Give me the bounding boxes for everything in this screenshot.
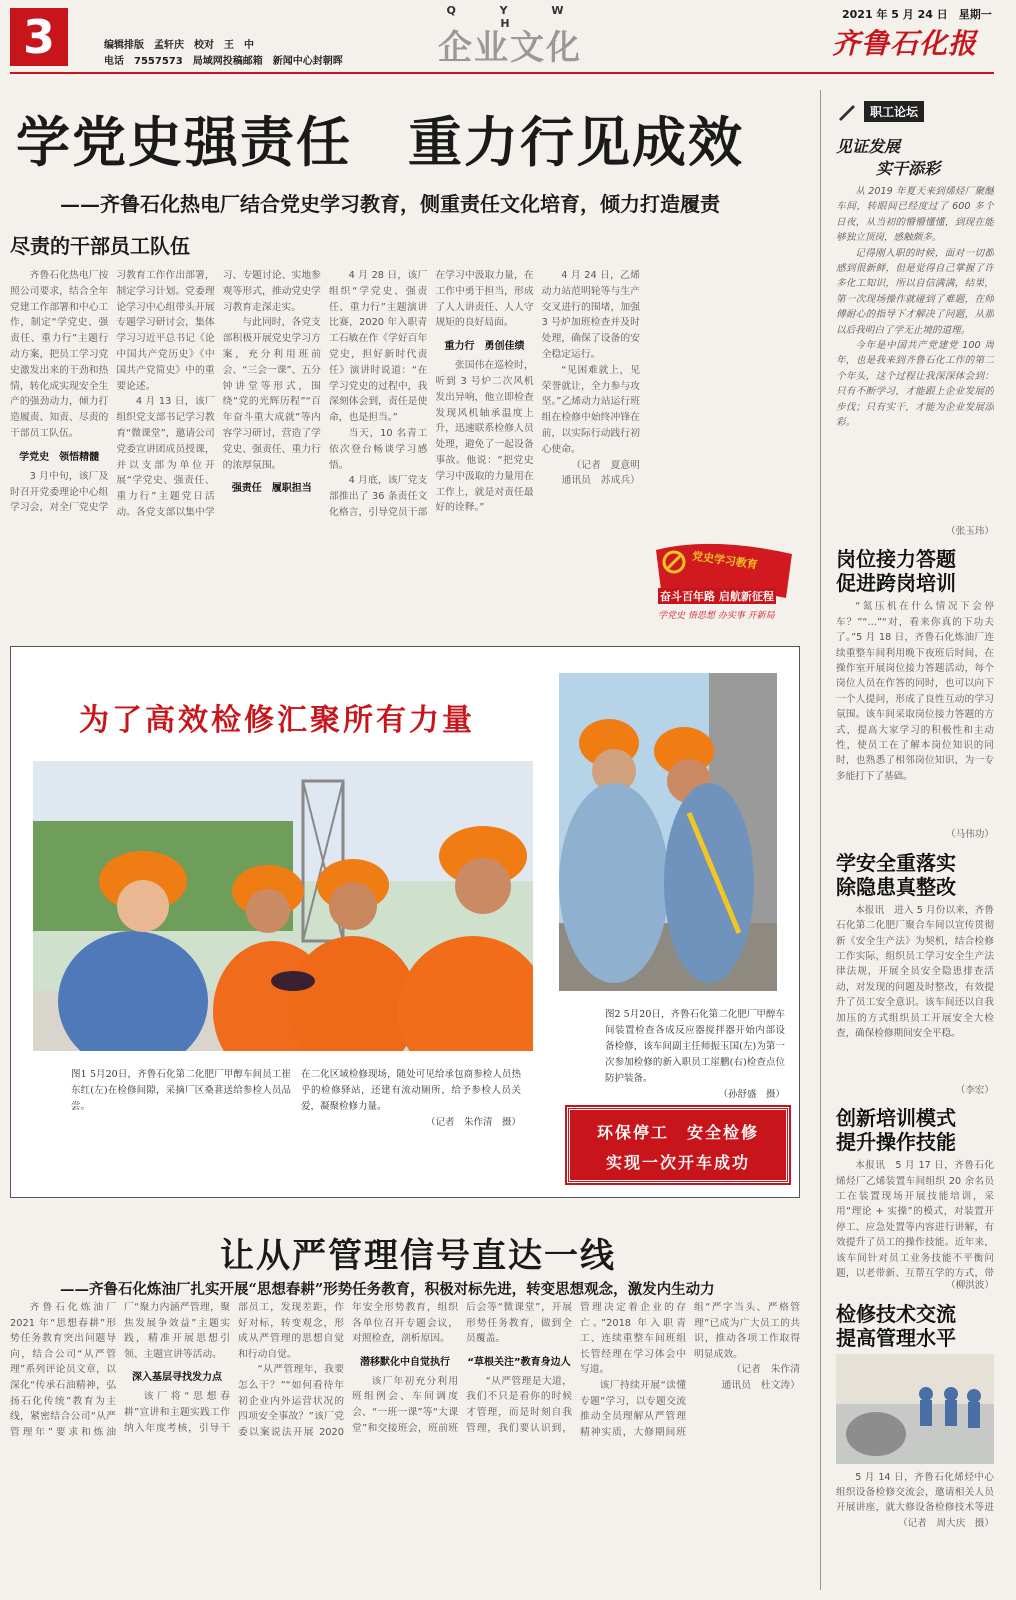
second-article-body bbox=[10, 1300, 800, 1592]
news-1-title: 岗位接力答题 促进跨岗培训 bbox=[836, 547, 956, 596]
photo-feature-box bbox=[10, 646, 800, 1198]
caption-1-continued bbox=[301, 1067, 521, 1131]
caption-1 bbox=[71, 1067, 291, 1115]
second-paragraph: 齐鲁石化炼油厂 2021 年“思想春耕”形势任务教育突出问题导向，结合公司“从严管理”系列评论员文章，以深化“传承石油精神，弘扬石化传统”教育为主线，紧密结合公司“从严管理年”要求和炼油厂“聚力内涵严管理，聚焦发展争效益”主题实践，精准开展思想引领、主题宣讲等活动。 bbox=[10, 1302, 230, 1438]
lead-paragraph: 4 月 24 日，乙烯动力站范明轮等与生产交叉进行的围堵，加强 3 号炉加班检查并及时处理，确保了设备的安全稳定运行。 bbox=[541, 270, 640, 360]
right-sidebar bbox=[836, 90, 994, 1590]
second-paragraph: “从严管理年，我要怎么干？”“如何看待年初企业内外运营状况的四项安全事故？”该厂党委以案说法开展 2020 年安全形势教育，组织各单位召开专题会议，对照检查，剖析原因。 bbox=[238, 1302, 458, 1438]
badge-line-2: 学党史 悟思想 办实事 开新局 bbox=[658, 611, 775, 621]
second-headline: 让从严管理信号直达一线 bbox=[220, 1236, 616, 1276]
lead-paragraph: 3 月中旬，该厂及时召开党委理论中心组学习会，对全厂党史学习教育工作作出部署，制定学习计划。党委理论学习中心组带头开展专题学习研讨会，集体学习习近平总书记《论中国共产党历史》《中国共产党简史》中的重要论述。 bbox=[10, 270, 215, 514]
second-subheading: “草根关注”教育身边人 bbox=[467, 1356, 571, 1368]
news-4-byline: （记者 周大庆 摄） bbox=[898, 1517, 994, 1529]
lead-byline: （记者 夏意明 通讯员 苏成兵） bbox=[561, 459, 640, 487]
lead-paragraph: 4 月底，该厂党支部推出了 36 条责任文化格言，引导党员干部在学习中汲取力量，在工作中勇于担当，形成了人人讲责任、人人守规矩的良好局面。 bbox=[328, 270, 534, 518]
essay-byline: （张玉玮） bbox=[946, 526, 994, 537]
photo-reactor-inspection bbox=[559, 673, 777, 991]
pen-icon bbox=[836, 100, 858, 122]
section-pinyin: Q Y W H bbox=[446, 4, 584, 30]
caption-2 bbox=[605, 1007, 785, 1103]
header-rule bbox=[10, 72, 994, 74]
essay-text bbox=[836, 184, 994, 524]
caption-1-byline: （记者 朱作清 摄） bbox=[425, 1117, 521, 1128]
lead-paragraph: 齐鲁石化热电厂按照公司要求，结合全年党建工作部署和中心工作，制定“学党史、强责任、重力行”主题行动方案，把员工学习党史激发出来的干劲和热情，转化成实现安全生产的强劲动力，倾力打造履责、知责、尽责的干部员工队伍。 bbox=[10, 270, 109, 439]
photo-workers-mulberries bbox=[33, 761, 533, 1051]
editors-line-2: 电话 7557573 局域网投稿邮箱 新闻中心封朝晖 bbox=[104, 56, 343, 67]
essay-paragraph: 今年是中国共产党建党 100 周年，也是我来到齐鲁石化工作的第二个年头，这个过程让我深深体会到：只有不断学习，才能跟上企业发展的步伐；只有实干，才能为企业发展添彩。 bbox=[836, 340, 994, 429]
news-3-title: 创新培训模式 提升操作技能 bbox=[836, 1106, 956, 1155]
second-paragraph: 该厂将“思想春耕”宣讲和主题实践工作纳入年度考核，引导干部员工，发现差距，作好对标，转变观念，形成从严管理的思想自觉和行动自觉。 bbox=[124, 1302, 344, 1434]
slogan-line-2: 实现一次开车成功 bbox=[605, 1153, 750, 1172]
lead-subheading: 学党史 领悟精髓 bbox=[19, 451, 100, 463]
party-history-badge bbox=[652, 540, 798, 624]
safety-slogan-box bbox=[567, 1107, 789, 1183]
second-subhead: ——齐鲁石化炼油厂扎实开展“思想春耕”形势任务教育，积极对标先进，转变思想观念，激发内生动力 bbox=[60, 1281, 715, 1298]
second-subheading: 深入基层寻找发力点 bbox=[132, 1372, 222, 1384]
news-3-text: 本报讯 5 月 17 日，齐鲁石化烯烃厂乙烯装置车间组织 20 余名员工在装置现场开展技能培训，采用“理论 + 实操”的模式，对装置开停工、应急处置等内容进行讲解，有效提升了员工的操作技能。近年来，该车间针对员工业务技能不平衡问题，以老带新、互帮互学的方式，带 bbox=[836, 1160, 994, 1279]
slogan-line-1: 环保停工 安全检修 bbox=[596, 1123, 759, 1142]
page-number: 3 bbox=[10, 8, 68, 66]
lead-paragraph: “见困难就上，见荣誉就让，全力参与攻坚。”乙烯动力站运行班组在检修中始终冲锋在前，以实际行动践行初心使命。 bbox=[541, 364, 640, 455]
lead-paragraph: 张国伟在巡检时，听到 3 号炉二次风机发出异响，他立即检查发现风机轴承温度上升，迅速联系检修人员处理，避免了一起设备事故。他说：“把党史学习中汲取的力量用在工作上，就是对责任最好的诠释。” bbox=[435, 360, 534, 514]
essay-title-line-1: 见证发展 bbox=[836, 137, 901, 156]
news-3-byline: （柳洪波） bbox=[946, 1280, 994, 1292]
essay-paragraph: 记得刚入职的时候，面对一切都感到很新鲜，但是觉得自己掌握了许多化工知识，所以自信满满，结果，第一次现场操作就碰到了难题，在师傅耐心的指导下才解决了问题，从那以后我明白了学无止境的道理。 bbox=[836, 247, 994, 336]
lead-paragraph: 当天，10 名青工依次登台畅谈学习感悟。 bbox=[328, 427, 428, 471]
caption-2-text: 图2 5月20日，齐鲁石化第二化肥厂甲醇车间装置检查各成反应器搅拌器开始内部设备检修，该车间副主任师振玉国(左)为第一次参加检修的新入职员工崖鹏(右)检查点位防护装备。 bbox=[605, 1009, 785, 1084]
second-subheading: 潜移默化中自觉执行 bbox=[360, 1356, 450, 1368]
lead-subhead-line-2: 尽责的干部员工队伍 bbox=[10, 234, 190, 258]
badge-title: 党史学习教育 bbox=[691, 549, 759, 572]
news-4-title: 检修技术交流 提高管理水平 bbox=[836, 1301, 956, 1350]
caption-2-byline: （孙舒盛 摄） bbox=[718, 1089, 785, 1100]
section-title: 企业文化 bbox=[438, 28, 582, 68]
news-1-text: “氮压机在什么情况下会停车？”“…”“对，看来你真的下功夫了。”5 月 18 日，齐鲁石化炼油厂连续重整车间利用晚下夜班后时间，在操作室开展岗位接力答题活动，每个岗位人员在作答的同时，也可以向下一个人提问，形成了良性互动的学习氛围。该车间采取岗位接力答题的方式，提高大家学习的积极性和主动性，使员工在了解本岗位知识的同时，也熟悉了相邻岗位知识，为一专多能打下了基础。 bbox=[836, 601, 994, 782]
newspaper-masthead: 齐鲁石化报 bbox=[832, 27, 978, 60]
issue-date: 2021 年 5 月 24 日 星期一 bbox=[842, 8, 992, 21]
caption-1-text: 图1 5月20日，齐鲁石化第二化肥厂甲醇车间员工崔东红(左)在检修间隙，采摘厂区桑葚送给参检人员品尝。 bbox=[71, 1069, 291, 1112]
photo-tech-exchange bbox=[836, 1354, 994, 1464]
lead-subhead-line-1: ——齐鲁石化热电厂结合党史学习教育，侧重责任文化培育，倾力打造履责 bbox=[60, 192, 720, 216]
caption-1b-text: 在二化区域检修现场，随处可见给承包商参检人员热乎的检修驿站，还建有流动厕所，给予参检人员关爱，凝聚检修力量。 bbox=[301, 1069, 521, 1112]
news-2-byline: （李宏） bbox=[955, 1084, 994, 1096]
lead-paragraph: 4 月 28 日，该厂组织“学党史、强责任、重力行”主题演讲比赛，2020 年入职青工石敏在作《学好百年党史，担好新时代责任》演讲时说道：“在学习党史的过程中，我深刻体会到，责任是使命，也是担当。” bbox=[328, 270, 428, 424]
lead-subheading: 强责任 履职担当 bbox=[231, 483, 312, 495]
lead-paragraph: 与此同时，各党支部积极开展党史学习方案，充分利用班前会、“三会一课”、五分钟讲堂等形式，围绕“党的光辉历程”“百年奋斗重大成就”等内容学习研讨，营造了学党史、强责任、重力行的浓厚氛围。 bbox=[222, 317, 321, 471]
lead-subheading: 重力行 勇创佳绩 bbox=[444, 341, 525, 353]
forum-label bbox=[836, 100, 994, 122]
news-1-byline: （马伟功） bbox=[946, 829, 994, 841]
second-paragraph: 该厂年初充分利用班组例会、车间调度会、“一班一课”等“大课堂”和交接班会，班前班后会等“微课堂”，开展形势任务教育，做到全员覆盖。 bbox=[352, 1302, 572, 1434]
news-2-text: 本报讯 进入 5 月份以来，齐鲁石化第二化肥厂聚合车间以宣传贯彻新《安全生产法》为契机，结合检修工作实际，组织员工学习安全生产法律法规，开展全员安全隐患排查活动，对发现的问题及时整改，有效提升了员工安全意识。该车间还以自我加压的方式组织员工开展安全大检查，确保检修期间安全平稳。 bbox=[836, 904, 994, 1040]
essay-paragraph: 从 2019 年夏天来到烯烃厂聚醚车间，转眼间已经度过了 600 多个日夜，从当初的懵懵懂懂，到现在能够独立顶岗，感触颇多。 bbox=[836, 186, 994, 244]
lead-paragraph: 4 月 13 日，该厂组织党支部书记学习教育“微课堂”，邀请公司党委宣讲团成员授课，并以支部为单位开展“学党史、强责任、重力行”主题党日活动。各党支部以集中学习、专题讨论、实地参观等形式，推动党史学习教育走深走实。 bbox=[116, 270, 321, 518]
second-paragraph: 该厂持续开展“读懂专题”学习，以专题交流推动全员理解从严管理精神实质，大修期间班组“严字当头、严格管理”已成为广大员工的共识，推动各项工作取得明显成效。 bbox=[580, 1302, 800, 1438]
second-byline: （记者 朱作清 通讯员 杜文涛） bbox=[721, 1364, 800, 1391]
badge-line-1: 奋斗百年路 启航新征程 bbox=[660, 590, 774, 603]
news-4-caption: 5 月 14 日，齐鲁石化烯烃中心组织设备检修交流会，邀请相关人员开展讲座，就大修设备检修技术等进 bbox=[836, 1471, 994, 1514]
second-paragraph: “从严管理是大道，我们不只是看你的时候才管理，而是时刻自我管理，我们要认识到，管理决定着企业的存亡。”2018 年入职青工、连续重整车间班组长管经理在学习体会中写道。 bbox=[466, 1302, 686, 1434]
lead-article-body bbox=[10, 268, 640, 620]
lead-headline: 学党史强责任 重力行见成效 bbox=[16, 111, 744, 174]
essay-title-line-2: 实干添彩 bbox=[876, 159, 941, 178]
forum-label-text: 职工论坛 bbox=[864, 101, 924, 122]
column-divider bbox=[820, 90, 821, 1590]
editors-line-1: 编辑排版 孟轩庆 校对 王 中 bbox=[104, 40, 254, 51]
news-2-title: 学安全重落实 除隐患真整改 bbox=[836, 850, 956, 899]
feature-title: 为了高效检修汇聚所有力量 bbox=[79, 703, 475, 738]
